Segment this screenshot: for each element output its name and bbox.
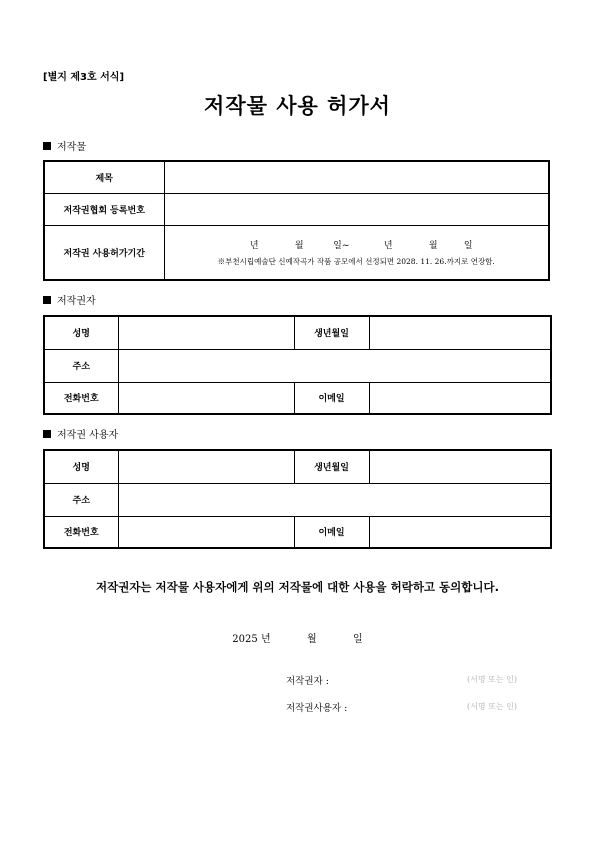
period-month2: 월 xyxy=(428,240,438,251)
section-heading-holder xyxy=(43,292,96,307)
user-birth-field[interactable] xyxy=(369,450,551,483)
period-day2: 일 xyxy=(463,240,473,251)
date-day-unit: 일 xyxy=(353,634,363,645)
holder-signature-hint[interactable]: (서명 또는 인) xyxy=(467,675,517,684)
period-year2: 년 xyxy=(383,240,393,251)
period-day1: 일~ xyxy=(333,240,350,251)
section-heading-work-text: 저작물 xyxy=(57,142,86,153)
square-bullet-icon xyxy=(43,430,51,438)
holder-phone-label: 전화번호 xyxy=(44,382,118,414)
holder-address-field[interactable] xyxy=(118,349,551,382)
holder-name-label: 성명 xyxy=(44,316,118,349)
date-year-unit: 년 xyxy=(260,634,271,645)
user-email-label: 이메일 xyxy=(294,516,369,548)
user-phone-label: 전화번호 xyxy=(44,516,118,548)
work-period-label: 저작권 사용허가기간 xyxy=(44,225,164,280)
user-address-field[interactable] xyxy=(118,483,551,516)
user-email-field[interactable] xyxy=(369,516,551,548)
square-bullet-icon xyxy=(43,296,51,304)
holder-birth-field[interactable] xyxy=(369,316,551,349)
form-number: [별지 제3호 서식] xyxy=(43,72,125,83)
consent-statement: 저작권자는 저작물 사용자에게 위의 저작물에 대한 사용을 허락하고 동의합니다. xyxy=(96,580,499,594)
holder-phone-field[interactable] xyxy=(118,382,294,414)
user-name-label: 성명 xyxy=(44,450,118,483)
period-note: ※부천시립예술단 신예작곡가 작품 공모에서 선정되면 2028. 11. 26.까지로 연장함. xyxy=(217,256,495,266)
work-period-field[interactable] xyxy=(164,225,549,280)
document-title: 저작물 사용 허가서 xyxy=(204,94,391,118)
user-signature-hint[interactable]: (서명 또는 인) xyxy=(467,702,517,711)
holder-table xyxy=(43,315,552,415)
user-birth-label: 생년월일 xyxy=(294,450,369,483)
user-phone-field[interactable] xyxy=(118,516,294,548)
section-heading-holder-text: 저작권자 xyxy=(57,296,96,307)
holder-name-field[interactable] xyxy=(118,316,294,349)
square-bullet-icon xyxy=(43,142,51,150)
user-table xyxy=(43,449,552,549)
period-month1: 월 xyxy=(294,240,304,251)
holder-signature-label: 저작권자 : xyxy=(286,676,329,687)
holder-address-label: 주소 xyxy=(44,349,118,382)
section-heading-work xyxy=(43,138,86,153)
signing-date xyxy=(0,630,595,645)
work-reg-label: 저작권협회 등록번호 xyxy=(44,193,164,225)
user-name-field[interactable] xyxy=(118,450,294,483)
work-reg-field[interactable] xyxy=(164,193,549,225)
holder-email-label: 이메일 xyxy=(294,382,369,414)
section-heading-user-text: 저작권 사용자 xyxy=(57,430,119,441)
holder-email-field[interactable] xyxy=(369,382,551,414)
holder-birth-label: 생년월일 xyxy=(294,316,369,349)
work-table xyxy=(43,160,550,281)
user-signature-label: 저작권사용자 : xyxy=(286,703,348,714)
date-month-unit: 월 xyxy=(306,634,317,645)
user-address-label: 주소 xyxy=(44,483,118,516)
date-year: 2025 xyxy=(232,634,258,645)
work-title-label: 제목 xyxy=(44,161,164,193)
period-range xyxy=(165,238,549,251)
period-year1: 년 xyxy=(249,240,259,251)
section-heading-user xyxy=(43,426,118,441)
work-title-field[interactable] xyxy=(164,161,549,193)
